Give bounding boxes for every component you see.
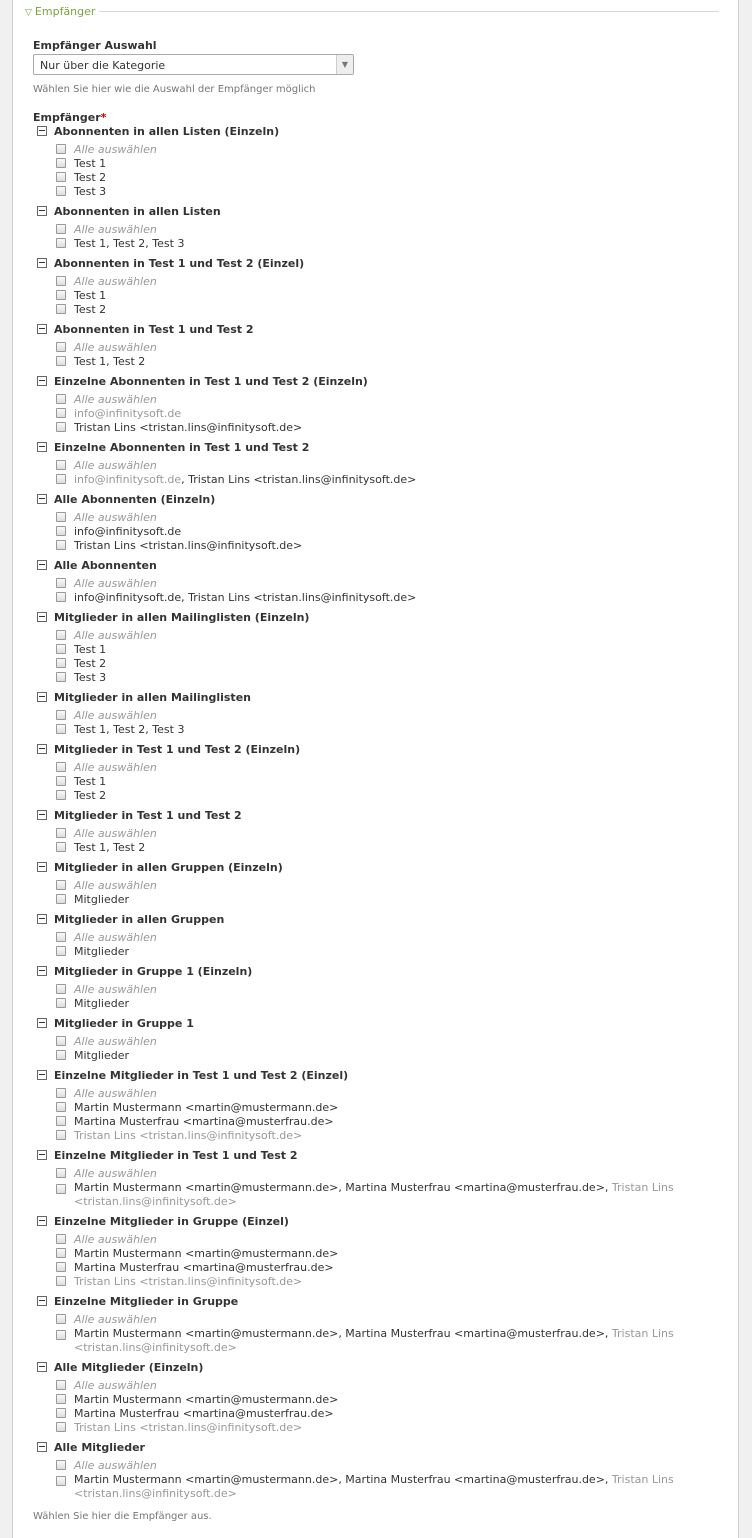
select-all-label: Alle auswählen xyxy=(74,709,157,722)
collapse-minus-icon[interactable] xyxy=(37,692,47,702)
checkbox[interactable] xyxy=(56,1422,66,1432)
recipient-text: Test 1, Test 2, Test 3 xyxy=(74,237,185,250)
group-header[interactable] xyxy=(37,205,221,219)
fieldset-legend-label: Empfänger xyxy=(34,5,96,18)
checkbox[interactable] xyxy=(56,512,66,522)
recipient-item[interactable] xyxy=(56,657,716,671)
group-title: Abonnenten in Test 1 und Test 2 xyxy=(54,323,254,336)
recipient-text: Martina Musterfrau <martina@musterfrau.de> xyxy=(74,1407,334,1420)
recipient-item[interactable] xyxy=(56,355,716,369)
collapse-minus-icon[interactable] xyxy=(37,914,47,924)
recipient-label xyxy=(74,1247,338,1260)
select-all-item[interactable] xyxy=(56,577,716,591)
recipient-selection-select[interactable] xyxy=(33,54,354,75)
group-header[interactable] xyxy=(37,1017,194,1031)
checkbox[interactable] xyxy=(56,342,66,352)
checkbox[interactable] xyxy=(56,776,66,786)
checkbox[interactable] xyxy=(56,290,66,300)
checkbox[interactable] xyxy=(56,1050,66,1060)
checkbox[interactable] xyxy=(56,408,66,418)
select-all-item[interactable] xyxy=(56,1379,716,1393)
recipient-label xyxy=(74,1181,716,1209)
recipient-text-disabled: Tristan Lins <tristan.lins@infinitysoft.de> xyxy=(74,1473,674,1500)
select-all-item[interactable] xyxy=(56,1459,716,1473)
collapse-minus-icon[interactable] xyxy=(37,966,47,976)
recipient-text: Test 3 xyxy=(74,671,107,684)
recipient-label xyxy=(74,1473,716,1501)
recipient-text: Mitglieder xyxy=(74,945,129,958)
select-all-label: Alle auswählen xyxy=(74,459,157,472)
collapse-minus-icon[interactable] xyxy=(37,810,47,820)
checkbox[interactable] xyxy=(56,672,66,682)
recipient-label xyxy=(74,945,129,958)
checkbox[interactable] xyxy=(56,238,66,248)
recipient-item[interactable] xyxy=(56,1129,716,1143)
recipient-item[interactable] xyxy=(56,185,716,199)
select-all-label: Alle auswählen xyxy=(74,1035,157,1048)
recipient-text: Test 1 xyxy=(74,157,107,170)
group-header[interactable] xyxy=(37,809,242,823)
group-header[interactable] xyxy=(37,743,300,757)
checkbox[interactable] xyxy=(56,630,66,640)
select-all-label: Alle auswählen xyxy=(74,577,157,590)
group-header[interactable] xyxy=(37,125,279,139)
select-all-item[interactable] xyxy=(56,1233,716,1247)
recipient-label xyxy=(74,657,106,670)
collapse-minus-icon[interactable] xyxy=(37,1216,47,1226)
select-all-label: Alle auswählen xyxy=(74,931,157,944)
recipient-text: , Tristan Lins <tristan.lins@infinitysoft.de> xyxy=(181,473,417,486)
recipient-text: Mitglieder xyxy=(74,893,129,906)
collapse-minus-icon[interactable] xyxy=(37,1150,47,1160)
recipient-selection-value: Nur über die Kategorie xyxy=(40,59,166,72)
collapse-minus-icon[interactable] xyxy=(37,206,47,216)
recipient-text-disabled: info@infinitysoft.de xyxy=(74,407,182,420)
select-all-label: Alle auswählen xyxy=(74,1379,157,1392)
checkbox[interactable] xyxy=(56,1184,66,1194)
recipient-item[interactable] xyxy=(56,1181,716,1209)
select-all-item[interactable] xyxy=(56,1313,716,1327)
recipient-text-disabled: info@infinitysoft.de xyxy=(74,473,182,486)
checkbox[interactable] xyxy=(56,1116,66,1126)
group-title: Einzelne Abonnenten in Test 1 und Test 2 (Einzeln) xyxy=(54,375,368,388)
recipient-text: Test 2 xyxy=(74,171,107,184)
select-all-item[interactable] xyxy=(56,709,716,723)
recipient-label xyxy=(74,1393,338,1406)
recipient-text-disabled: Tristan Lins <tristan.lins@infinitysoft.de> xyxy=(74,1421,303,1434)
recipient-text: Test 1, Test 2, Test 3 xyxy=(74,723,185,736)
checkbox[interactable] xyxy=(56,1248,66,1258)
recipient-item[interactable] xyxy=(56,1261,716,1275)
recipient-text: Martina Musterfrau <martina@musterfrau.de> xyxy=(74,1115,334,1128)
checkbox[interactable] xyxy=(56,828,66,838)
group-header[interactable] xyxy=(37,559,157,573)
recipient-label xyxy=(74,421,302,434)
checkbox[interactable] xyxy=(56,1168,66,1178)
required-marker: * xyxy=(100,111,107,124)
group-title: Einzelne Mitglieder in Gruppe xyxy=(54,1295,239,1308)
recipient-label xyxy=(74,157,106,170)
recipient-text-disabled: Tristan Lins <tristan.lins@infinitysoft.de> xyxy=(74,1327,674,1354)
recipient-label xyxy=(74,1407,334,1420)
checkbox[interactable] xyxy=(56,946,66,956)
group-header[interactable] xyxy=(37,323,254,337)
checkbox[interactable] xyxy=(56,762,66,772)
checkbox[interactable] xyxy=(56,880,66,890)
recipient-item[interactable] xyxy=(56,997,716,1011)
collapse-minus-icon[interactable] xyxy=(37,1070,47,1080)
recipient-item[interactable] xyxy=(56,1473,716,1501)
recipient-label xyxy=(74,1275,302,1288)
group-title: Alle Mitglieder (Einzeln) xyxy=(54,1361,204,1374)
select-all-item[interactable] xyxy=(56,1167,716,1181)
group-header[interactable] xyxy=(37,691,251,705)
select-all-item[interactable] xyxy=(56,1035,716,1049)
group-title: Mitglieder in allen Gruppen (Einzeln) xyxy=(54,861,283,874)
recipient-item[interactable] xyxy=(56,775,716,789)
recipient-label xyxy=(74,775,106,788)
group-title: Einzelne Mitglieder in Test 1 und Test 2 xyxy=(54,1149,298,1162)
group-header[interactable] xyxy=(37,1069,348,1083)
group-header[interactable] xyxy=(37,1441,145,1455)
recipient-label xyxy=(74,473,416,486)
group-header[interactable] xyxy=(37,611,309,625)
recipient-text: Test 1 xyxy=(74,775,107,788)
checkbox[interactable] xyxy=(56,842,66,852)
recipient-item[interactable] xyxy=(56,591,716,605)
group-title: Alle Abonnenten xyxy=(54,559,157,572)
recipient-text-disabled: Tristan Lins <tristan.lins@infinitysoft.de> xyxy=(74,1181,674,1208)
recipient-text: Test 1 xyxy=(74,643,107,656)
recipient-text: Tristan Lins <tristan.lins@infinitysoft.de> xyxy=(74,421,303,434)
collapse-minus-icon[interactable] xyxy=(37,862,47,872)
checkbox[interactable] xyxy=(56,1460,66,1470)
recipient-item[interactable] xyxy=(56,723,716,737)
checkbox[interactable] xyxy=(56,526,66,536)
recipient-label xyxy=(74,1421,302,1434)
recipient-label xyxy=(74,591,416,604)
checkbox[interactable] xyxy=(56,224,66,234)
checkbox[interactable] xyxy=(56,1314,66,1324)
collapse-minus-icon[interactable] xyxy=(37,126,47,136)
recipient-label xyxy=(74,893,129,906)
group-title: Mitglieder in allen Gruppen xyxy=(54,913,225,926)
recipient-item[interactable] xyxy=(56,1101,716,1115)
recipient-text: Martin Mustermann <martin@mustermann.de>, Martina Musterfrau <martina@musterfrau.de>, xyxy=(74,1473,612,1486)
collapse-minus-icon[interactable] xyxy=(37,324,47,334)
checkbox[interactable] xyxy=(56,1102,66,1112)
dropdown-arrow-icon: ▼ xyxy=(336,55,353,74)
checkbox[interactable] xyxy=(56,474,66,484)
checkbox[interactable] xyxy=(56,158,66,168)
select-all-item[interactable] xyxy=(56,761,716,775)
recipient-text: Mitglieder xyxy=(74,1049,129,1062)
collapse-minus-icon[interactable] xyxy=(37,494,47,504)
checkbox[interactable] xyxy=(56,1262,66,1272)
recipient-label xyxy=(74,289,106,302)
recipient-item[interactable] xyxy=(56,789,716,803)
recipient-item[interactable] xyxy=(56,893,716,907)
select-all-label: Alle auswählen xyxy=(74,341,157,354)
recipient-item[interactable] xyxy=(56,1115,716,1129)
collapse-triangle-icon: ▽ xyxy=(25,8,32,18)
checkbox[interactable] xyxy=(56,460,66,470)
group-header[interactable] xyxy=(37,1295,238,1309)
checkbox[interactable] xyxy=(56,1036,66,1046)
collapse-minus-icon[interactable] xyxy=(37,258,47,268)
select-all-item[interactable] xyxy=(56,879,716,893)
recipient-label xyxy=(74,1049,129,1062)
checkbox[interactable] xyxy=(56,1380,66,1390)
recipients-label xyxy=(33,111,106,124)
group-title: Mitglieder in Test 1 und Test 2 (Einzeln) xyxy=(54,743,301,756)
recipient-item[interactable] xyxy=(56,1275,716,1289)
checkbox[interactable] xyxy=(56,894,66,904)
recipient-text: Test 3 xyxy=(74,185,107,198)
recipient-item[interactable] xyxy=(56,1327,716,1355)
select-all-label: Alle auswählen xyxy=(74,879,157,892)
checkbox[interactable] xyxy=(56,1408,66,1418)
checkbox[interactable] xyxy=(56,932,66,942)
recipient-text-disabled: Tristan Lins <tristan.lins@infinitysoft.de> xyxy=(74,1129,303,1142)
group-title: Alle Mitglieder xyxy=(54,1441,145,1454)
group-title: Mitglieder in allen Mailinglisten (Einzeln) xyxy=(54,611,310,624)
recipient-item[interactable] xyxy=(56,289,716,303)
recipient-item[interactable] xyxy=(56,945,716,959)
select-all-label: Alle auswählen xyxy=(74,1087,157,1100)
group-title: Einzelne Mitglieder in Test 1 und Test 2 (Einzel) xyxy=(54,1069,349,1082)
recipient-item[interactable] xyxy=(56,525,716,539)
recipient-text: Test 2 xyxy=(74,657,107,670)
collapse-minus-icon[interactable] xyxy=(37,1362,47,1372)
recipient-label xyxy=(74,1129,302,1142)
recipient-text: Mitglieder xyxy=(74,997,129,1010)
recipient-label xyxy=(74,407,181,420)
group-title: Abonnenten in Test 1 und Test 2 (Einzel) xyxy=(54,257,305,270)
select-all-label: Alle auswählen xyxy=(74,827,157,840)
group-header[interactable] xyxy=(37,375,368,389)
collapse-minus-icon[interactable] xyxy=(37,1018,47,1028)
recipient-text: Martin Mustermann <martin@mustermann.de>, Martina Musterfrau <martina@musterfrau.de>, xyxy=(74,1181,612,1194)
select-all-item[interactable] xyxy=(56,393,716,407)
recipient-item[interactable] xyxy=(56,237,716,251)
checkbox[interactable] xyxy=(56,1276,66,1286)
select-all-label: Alle auswählen xyxy=(74,1167,157,1180)
recipient-item[interactable] xyxy=(56,539,716,553)
checkbox[interactable] xyxy=(56,1476,66,1486)
group-title: Abonnenten in allen Listen xyxy=(54,205,221,218)
recipient-selection-label: Empfänger Auswahl xyxy=(33,39,157,52)
recipient-item[interactable] xyxy=(56,473,716,487)
collapse-minus-icon[interactable] xyxy=(37,376,47,386)
recipient-label xyxy=(74,997,129,1010)
recipient-item[interactable] xyxy=(56,157,716,171)
checkbox[interactable] xyxy=(56,984,66,994)
select-all-item[interactable] xyxy=(56,931,716,945)
select-all-label: Alle auswählen xyxy=(74,1313,157,1326)
checkbox[interactable] xyxy=(56,356,66,366)
group-title: Einzelne Abonnenten in Test 1 und Test 2 xyxy=(54,441,310,454)
select-all-item[interactable] xyxy=(56,143,716,157)
recipient-text: Test 2 xyxy=(74,789,107,802)
recipient-selection-hint: Wählen Sie hier wie die Auswahl der Empfänger möglich xyxy=(33,84,316,95)
recipient-label xyxy=(74,723,184,736)
recipient-item[interactable] xyxy=(56,1407,716,1421)
group-title: Mitglieder in Test 1 und Test 2 xyxy=(54,809,242,822)
group-header[interactable] xyxy=(37,493,215,507)
fieldset-divider xyxy=(33,11,719,12)
recipient-item[interactable] xyxy=(56,1049,716,1063)
recipient-label xyxy=(74,185,106,198)
recipient-label xyxy=(74,1115,334,1128)
select-all-item[interactable] xyxy=(56,629,716,643)
select-all-label: Alle auswählen xyxy=(74,223,157,236)
select-all-label: Alle auswählen xyxy=(74,1459,157,1472)
checkbox[interactable] xyxy=(56,578,66,588)
recipient-label xyxy=(74,525,181,538)
collapse-minus-icon[interactable] xyxy=(37,612,47,622)
checkbox[interactable] xyxy=(56,276,66,286)
collapse-minus-icon[interactable] xyxy=(37,1296,47,1306)
group-header[interactable] xyxy=(37,861,283,875)
recipient-text: Martin Mustermann <martin@mustermann.de>, Martina Musterfrau <martina@musterfrau.de>, xyxy=(74,1327,612,1340)
checkbox[interactable] xyxy=(56,1130,66,1140)
select-all-label: Alle auswählen xyxy=(74,629,157,642)
collapse-minus-icon[interactable] xyxy=(37,560,47,570)
checkbox[interactable] xyxy=(56,724,66,734)
recipient-label xyxy=(74,237,184,250)
recipient-text: Martin Mustermann <martin@mustermann.de> xyxy=(74,1247,339,1260)
checkbox[interactable] xyxy=(56,592,66,602)
group-title: Mitglieder in Gruppe 1 xyxy=(54,1017,194,1030)
recipient-item[interactable] xyxy=(56,1421,716,1435)
recipient-item[interactable] xyxy=(56,407,716,421)
recipient-text: Tristan Lins <tristan.lins@infinitysoft.de> xyxy=(74,539,303,552)
recipient-label xyxy=(74,303,106,316)
recipient-label xyxy=(74,171,106,184)
select-all-item[interactable] xyxy=(56,459,716,473)
select-all-label: Alle auswählen xyxy=(74,143,157,156)
select-all-item[interactable] xyxy=(56,511,716,525)
checkbox[interactable] xyxy=(56,172,66,182)
recipient-text: Test 1, Test 2 xyxy=(74,841,146,854)
select-all-label: Alle auswählen xyxy=(74,983,157,996)
select-all-item[interactable] xyxy=(56,1087,716,1101)
group-title: Abonnenten in allen Listen (Einzeln) xyxy=(54,125,280,138)
checkbox[interactable] xyxy=(56,422,66,432)
collapse-minus-icon[interactable] xyxy=(37,442,47,452)
select-all-item[interactable] xyxy=(56,341,716,355)
recipient-text: Test 1, Test 2 xyxy=(74,355,146,368)
group-header[interactable] xyxy=(37,1361,203,1375)
group-header[interactable] xyxy=(37,1149,298,1163)
select-all-label: Alle auswählen xyxy=(74,393,157,406)
group-title: Mitglieder in Gruppe 1 (Einzeln) xyxy=(54,965,253,978)
recipient-text: info@infinitysoft.de xyxy=(74,525,182,538)
checkbox[interactable] xyxy=(56,1234,66,1244)
checkbox[interactable] xyxy=(56,540,66,550)
checkbox[interactable] xyxy=(56,644,66,654)
recipient-label xyxy=(74,539,302,552)
checkbox[interactable] xyxy=(56,1330,66,1340)
recipient-text: Martina Musterfrau <martina@musterfrau.de> xyxy=(74,1261,334,1274)
recipient-item[interactable] xyxy=(56,643,716,657)
select-all-item[interactable] xyxy=(56,223,716,237)
fieldset-legend[interactable] xyxy=(25,5,99,18)
select-all-item[interactable] xyxy=(56,275,716,289)
select-all-label: Alle auswählen xyxy=(74,275,157,288)
group-header[interactable] xyxy=(37,1215,289,1229)
select-all-item[interactable] xyxy=(56,983,716,997)
recipient-label xyxy=(74,671,106,684)
recipient-text: Martin Mustermann <martin@mustermann.de> xyxy=(74,1101,339,1114)
recipient-item[interactable] xyxy=(56,1393,716,1407)
checkbox[interactable] xyxy=(56,186,66,196)
recipient-text: Martin Mustermann <martin@mustermann.de> xyxy=(74,1393,339,1406)
checkbox[interactable] xyxy=(56,658,66,668)
group-header[interactable] xyxy=(37,913,224,927)
group-header[interactable] xyxy=(37,257,304,271)
checkbox[interactable] xyxy=(56,998,66,1008)
select-all-label: Alle auswählen xyxy=(74,761,157,774)
recipient-text: info@infinitysoft.de, Tristan Lins <tristan.lins@infinitysoft.de> xyxy=(74,591,417,604)
checkbox[interactable] xyxy=(56,304,66,314)
checkbox[interactable] xyxy=(56,790,66,800)
recipient-text-disabled: Tristan Lins <tristan.lins@infinitysoft.de> xyxy=(74,1275,303,1288)
recipient-item[interactable] xyxy=(56,671,716,685)
group-title: Einzelne Mitglieder in Gruppe (Einzel) xyxy=(54,1215,289,1228)
recipient-label xyxy=(74,1261,334,1274)
recipient-text: Test 1 xyxy=(74,289,107,302)
recipient-item[interactable] xyxy=(56,303,716,317)
select-all-label: Alle auswählen xyxy=(74,511,157,524)
recipient-item[interactable] xyxy=(56,171,716,185)
recipient-label xyxy=(74,841,145,854)
checkbox[interactable] xyxy=(56,710,66,720)
recipient-label xyxy=(74,1327,716,1355)
collapse-minus-icon[interactable] xyxy=(37,744,47,754)
checkbox[interactable] xyxy=(56,1394,66,1404)
checkbox[interactable] xyxy=(56,144,66,154)
recipients-hint: Wählen Sie hier die Empfänger aus. xyxy=(33,1511,212,1522)
checkbox[interactable] xyxy=(56,1088,66,1098)
select-all-item[interactable] xyxy=(56,827,716,841)
checkbox[interactable] xyxy=(56,394,66,404)
recipient-item[interactable] xyxy=(56,421,716,435)
recipient-label xyxy=(74,355,145,368)
group-title: Alle Abonnenten (Einzeln) xyxy=(54,493,216,506)
recipient-label xyxy=(74,1101,338,1114)
recipient-text: Test 2 xyxy=(74,303,107,316)
collapse-minus-icon[interactable] xyxy=(37,1442,47,1452)
select-all-label: Alle auswählen xyxy=(74,1233,157,1246)
group-header[interactable] xyxy=(37,965,252,979)
recipient-item[interactable] xyxy=(56,1247,716,1261)
recipient-label xyxy=(74,789,106,802)
recipient-label xyxy=(74,643,106,656)
group-title: Mitglieder in allen Mailinglisten xyxy=(54,691,251,704)
recipient-item[interactable] xyxy=(56,841,716,855)
recipients-label-text: Empfänger xyxy=(33,111,101,124)
group-header[interactable] xyxy=(37,441,309,455)
